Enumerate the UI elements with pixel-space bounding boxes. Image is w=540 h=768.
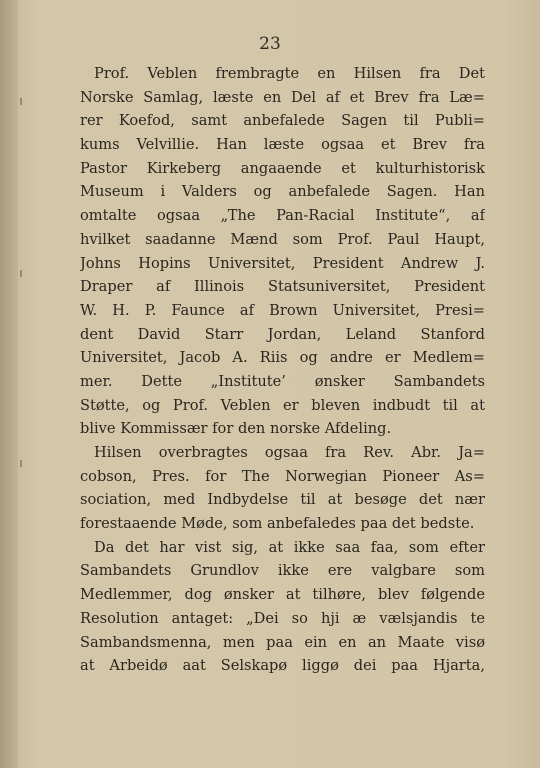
text-line: rer Koefod, samt anbefalede Sagen til Publi= [80,112,485,130]
text-line: Medlemmer, dog ønsker at tilhøre, blev følgende [80,586,485,604]
text-line: W. H. P. Faunce af Brown Universitet, Presi= [80,301,485,319]
text-line: Støtte, og Prof. Veblen er bleven indbudt til at [80,396,485,414]
text-line: Norske Samlag, læste en Del af et Brev fra Læ= [80,88,485,106]
text-line: Resolution antaget: „Dei so hji æ vælsjandis te [80,609,485,627]
text-line: sociation, med Indbydelse til at besøge det nær [80,491,485,509]
text-line: Museum i Valders og anbefalede Sagen. Han [80,183,485,201]
text-line: Hilsen overbragtes ogsaa fra Rev. Abr. Ja= [94,444,485,461]
text-line: dent David Starr Jordan, Leland Stanford [80,325,485,343]
body-text [80,62,485,678]
text-line: forestaaende Møde, som anbefaledes paa det bedste. [80,515,475,533]
page-number: 23 [259,34,281,54]
text-line: hvilket saadanne Mænd som Prof. Paul Haupt, [80,230,485,248]
book-spine-shadow [0,0,18,768]
text-line: Da det har vist sig, at ikke saa faa, som efter [94,538,485,556]
margin-mark [20,460,22,467]
text-line: omtalte ogsaa „The Pan-Racial Institute“, af [80,207,485,225]
text-line: cobson, Pres. for The Norwegian Pioneer As= [80,467,485,485]
text-line: Pastor Kirkeberg angaaende et kulturhistorisk [80,159,485,177]
text-line: Prof. Veblen frembragte en Hilsen fra Det [94,65,485,82]
text-line: blive Kommissær for den norske Afdeling. [80,420,392,438]
text-line: Sambandsmenna, men paa ein en an Maate visø [80,633,485,651]
margin-mark [20,270,22,277]
margin-mark [20,98,22,105]
text-line: mer. Dette „Institute’ ønsker Sambandets [80,372,485,390]
text-line: Johns Hopins Universitet, President Andrew J. [80,254,485,272]
text-line: kums Velvillie. Han læste ogsaa et Brev fra [80,136,485,154]
text-line: Draper af Illinois Statsuniversitet, President [80,278,485,296]
text-line: Sambandets Grundlov ikke ere valgbare som [80,562,485,580]
text-line: at Arbeidø aat Selskapø liggø dei paa Hjarta, [80,657,485,675]
text-line: Universitet, Jacob A. Riis og andre er Medlem= [80,349,485,367]
